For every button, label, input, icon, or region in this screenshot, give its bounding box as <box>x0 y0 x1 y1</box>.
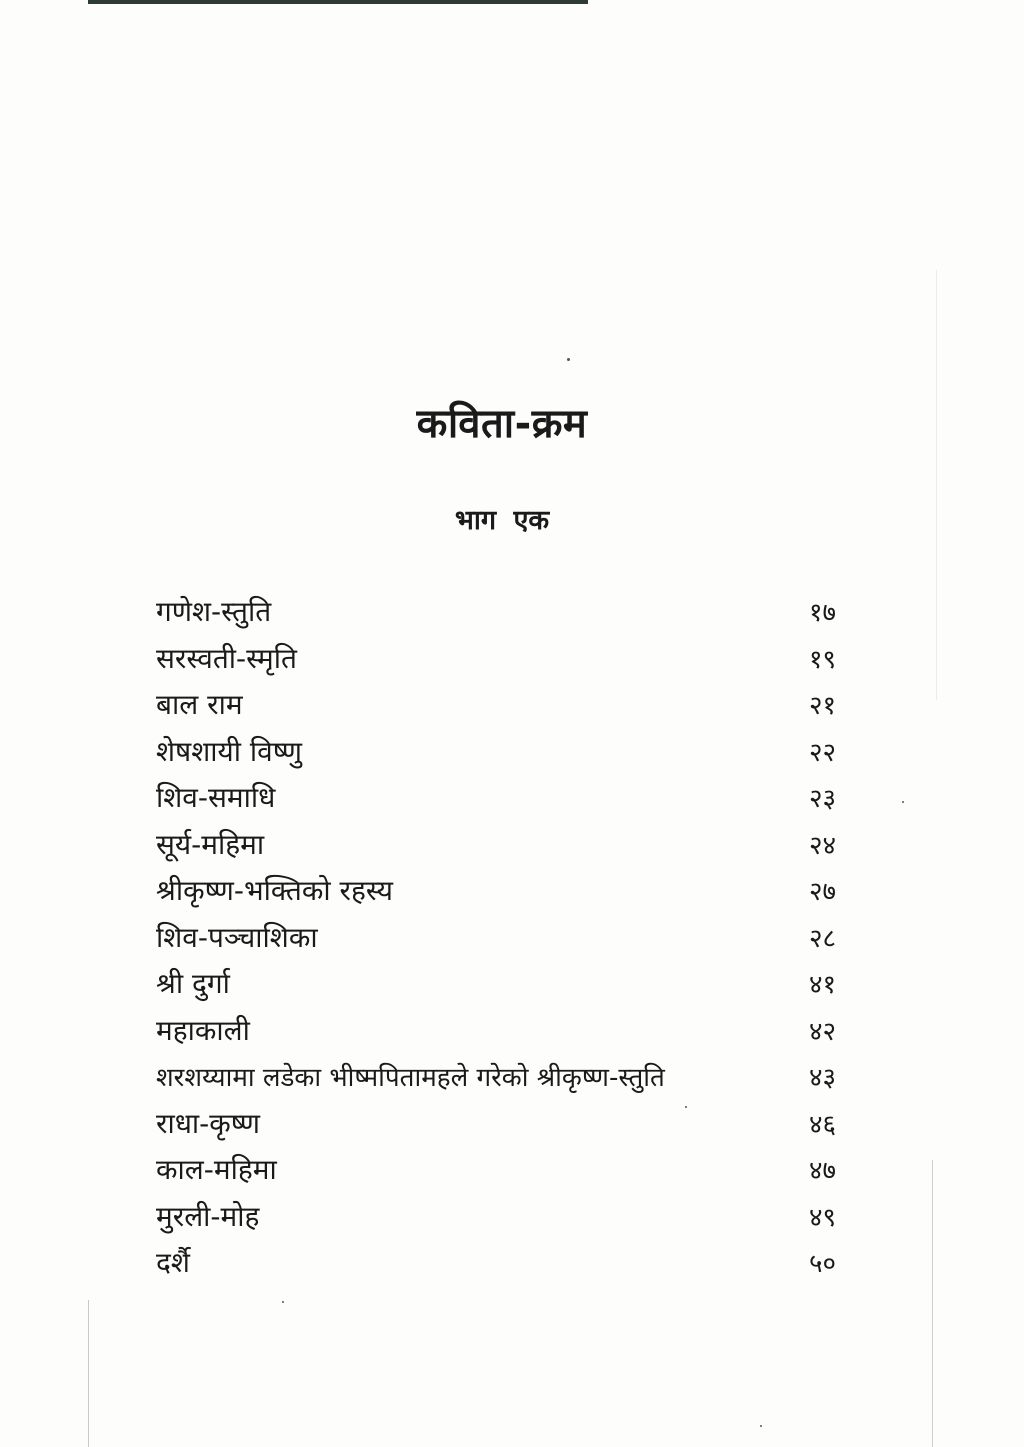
toc-entry-title: सूर्य-महिमा <box>156 827 265 861</box>
toc-entry-page: १९ <box>808 644 836 675</box>
toc-entry <box>156 774 836 821</box>
toc-entry <box>156 867 836 914</box>
toc-entry-title: शरशय्यामा लडेका भीष्मपितामहले गरेको श्रीकृष्ण-स्तुति <box>156 1063 665 1094</box>
toc-entry <box>156 1100 836 1147</box>
toc-entry-title: काल-महिमा <box>156 1153 277 1187</box>
toc-entry <box>156 821 836 868</box>
print-speck <box>567 358 570 361</box>
print-speck <box>760 1425 762 1427</box>
toc-entry <box>156 914 836 961</box>
toc-entry-page: २७ <box>808 877 836 908</box>
table-of-contents <box>156 588 836 1286</box>
toc-entry-title: महाकाली <box>156 1013 250 1047</box>
toc-entry-page: ४२ <box>808 1016 836 1047</box>
page-left-edge <box>88 1300 89 1447</box>
toc-entry-page: २२ <box>808 737 836 768</box>
toc-entry-page: ४३ <box>808 1063 836 1094</box>
toc-entry-page: २८ <box>808 923 836 954</box>
toc-entry-title: बाल राम <box>156 688 243 722</box>
toc-entry <box>156 635 836 682</box>
toc-entry-title: दर्शै <box>156 1246 190 1280</box>
toc-entry-title: श्रीकृष्ण-भक्तिको रहस्य <box>156 874 393 908</box>
page-right-edge <box>932 1160 933 1447</box>
toc-entry-page: ४१ <box>808 970 836 1001</box>
toc-entry-title: शेषशायी विष्णु <box>156 734 302 768</box>
toc-entry-title: श्री दुर्गा <box>156 967 230 1001</box>
toc-entry-title: सरस्वती-स्मृति <box>156 641 298 675</box>
section-heading: भाग एक <box>454 505 550 536</box>
toc-entry <box>156 681 836 728</box>
toc-entry <box>156 588 836 635</box>
page-top-edge <box>88 0 588 4</box>
toc-entry-page: १७ <box>808 598 836 629</box>
toc-entry-page: २४ <box>808 830 836 861</box>
toc-entry <box>156 1193 836 1240</box>
toc-entry-title: गणेश-स्तुति <box>156 595 272 629</box>
print-speck <box>282 1301 284 1303</box>
toc-entry-page: २१ <box>808 691 836 722</box>
toc-entry-title: शिव-समाधि <box>156 781 276 815</box>
toc-entry-page: ४७ <box>808 1156 836 1187</box>
page-title: कविता-क्रम <box>416 401 588 447</box>
toc-entry-page: २३ <box>808 784 836 815</box>
print-speck <box>902 801 904 803</box>
toc-entry <box>156 1239 836 1286</box>
toc-entry-page: ४९ <box>808 1202 836 1233</box>
toc-entry-page: ५० <box>808 1249 836 1280</box>
toc-entry-title: मुरली-मोह <box>156 1199 260 1233</box>
toc-entry-title: शिव-पञ्चाशिका <box>156 920 318 954</box>
toc-entry <box>156 1146 836 1193</box>
toc-entry-title: राधा-कृष्ण <box>156 1106 261 1140</box>
toc-entry-page: ४६ <box>808 1109 836 1140</box>
toc-entry <box>156 1053 836 1100</box>
toc-entry <box>156 960 836 1007</box>
toc-entry <box>156 1007 836 1054</box>
page-fold-line <box>936 270 937 700</box>
toc-entry <box>156 728 836 775</box>
